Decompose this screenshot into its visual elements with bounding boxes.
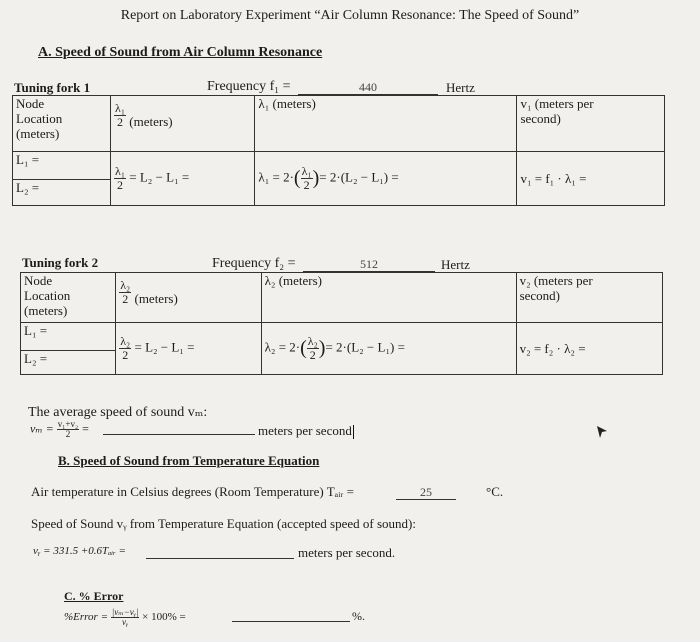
fork2-lambda-header: λ₂ (meters) bbox=[261, 273, 516, 323]
section-c-heading: C. % Error bbox=[64, 589, 124, 603]
fork1-label: Tuning fork 1 bbox=[14, 80, 91, 95]
error-unit: %. bbox=[352, 609, 365, 623]
fork2-half-lambda-cell[interactable]: $\frac{\text{λ₂}}{2}$ = L₂ − L₁ = bbox=[116, 323, 261, 375]
mouse-pointer-icon bbox=[596, 425, 608, 439]
fork2-L2-cell[interactable]: L₂ = bbox=[21, 351, 116, 375]
fork1-lambda-cell[interactable]: λ₁ = 2·( $\frac{\text{λ₁}}{2}$ )= 2·(L₂ − L₁) = bbox=[255, 152, 517, 206]
average-blank[interactable] bbox=[103, 433, 255, 435]
fork1-L2-cell[interactable]: L₂ = bbox=[13, 180, 111, 206]
average-unit: meters per second bbox=[258, 423, 352, 438]
error-formula: %Error = $\frac{\text{|vₘ−vᵧ|}}{\text{vᵧ}}$ × 100% = bbox=[64, 607, 186, 627]
average-label: The average speed of sound vₘ: bbox=[28, 405, 208, 420]
fork1-L1-cell[interactable]: L₁ = bbox=[13, 152, 111, 180]
fork1-lambda-header: λ₁ (meters) bbox=[255, 96, 517, 152]
fork2-velocity-header: v₂ (meters per second) bbox=[516, 273, 662, 323]
fork2-table bbox=[20, 272, 663, 375]
fork1-frequency-value[interactable]: 440 bbox=[298, 81, 438, 95]
fork2-label: Tuning fork 2 bbox=[22, 255, 99, 270]
section-b-heading: B. Speed of Sound from Temperature Equation bbox=[58, 453, 320, 468]
fork1-velocity-cell[interactable]: v₁ = f₁ · λ₁ = bbox=[517, 152, 665, 206]
fork2-lambda-cell[interactable]: λ₂ = 2·( $\frac{\text{λ₂}}{2}$ )= 2·(L₂ − L₁) = bbox=[261, 323, 516, 375]
page-title: Report on Laboratory Experiment “Air Column Resonance: The Speed of Sound” bbox=[120, 8, 580, 23]
section-a-heading: A. Speed of Sound from Air Column Resonance bbox=[38, 45, 323, 60]
air-temp-unit: °C. bbox=[486, 484, 504, 499]
fork2-node-header: Node Location (meters) bbox=[21, 273, 116, 323]
average-formula: vₘ = $\frac{\text{v₁+v₂}}{2}$ = bbox=[30, 419, 89, 439]
fork2-half-lambda-header: $\frac{\text{λ₂}}{2}$ (meters) bbox=[116, 273, 261, 323]
accepted-speed-formula: vᵧ = 331.5 +0.6Tₐᵢᵣ = bbox=[33, 545, 126, 557]
fork1-hertz: Hertz bbox=[446, 80, 475, 95]
air-temp-label: Air temperature in Celsius degrees (Room Temperature) Tₐᵢᵣ = bbox=[31, 484, 354, 499]
fork2-frequency-label: Frequency f₂ = bbox=[212, 256, 296, 271]
fork1-node-header: Node Location (meters) bbox=[13, 96, 111, 152]
fork1-table bbox=[12, 95, 665, 206]
fork1-half-lambda-header: $\frac{\text{λ₁}}{2}$ (meters) bbox=[111, 96, 255, 152]
accepted-speed-unit: meters per second. bbox=[298, 545, 396, 560]
text-cursor bbox=[353, 425, 354, 439]
fork2-velocity-cell[interactable]: v₂ = f₂ · λ₂ = bbox=[516, 323, 662, 375]
fork2-L1-cell[interactable]: L₁ = bbox=[21, 323, 116, 351]
fork1-frequency-label: Frequency f₁ = bbox=[207, 79, 291, 94]
fork1-half-lambda-cell[interactable]: $\frac{\text{λ₁}}{2}$ = L₂ − L₁ = bbox=[111, 152, 255, 206]
accepted-speed-blank[interactable] bbox=[146, 557, 294, 559]
fork1-velocity-header: v₁ (meters per second) bbox=[517, 96, 665, 152]
fork2-hertz: Hertz bbox=[441, 257, 470, 272]
accepted-speed-label: Speed of Sound vᵧ from Temperature Equation (accepted speed of sound): bbox=[31, 516, 416, 531]
air-temp-value[interactable]: 25 bbox=[396, 486, 456, 500]
fork2-frequency-value[interactable]: 512 bbox=[303, 258, 435, 272]
error-blank[interactable] bbox=[232, 620, 350, 622]
